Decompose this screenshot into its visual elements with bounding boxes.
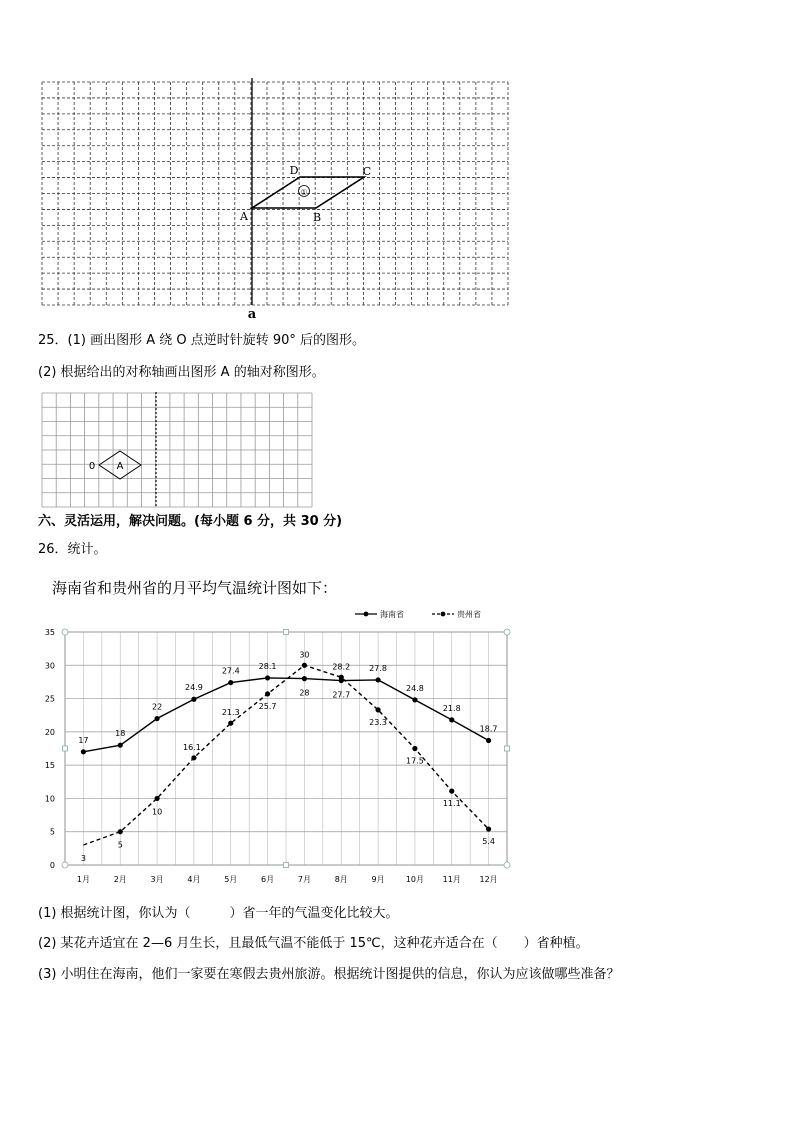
x-tick-label: 7月 — [297, 875, 311, 884]
chart-handle[interactable] — [504, 862, 510, 868]
question-25-part-2: (2) 根据给出的对称轴画出图形 A 的轴对称图形。 — [38, 365, 325, 380]
y-tick-label: 10 — [44, 794, 55, 804]
data-point — [191, 755, 196, 760]
data-label: 18.7 — [479, 724, 498, 734]
data-point — [154, 796, 159, 801]
x-tick-label: 5月 — [224, 875, 238, 884]
data-point — [375, 707, 380, 712]
data-label: 28.2 — [332, 662, 351, 672]
y-tick-label: 20 — [44, 727, 55, 737]
data-point — [228, 721, 233, 726]
y-tick-label: 5 — [49, 827, 55, 837]
data-point — [339, 675, 344, 680]
legend-marker — [441, 612, 446, 617]
x-tick-label: 11月 — [442, 875, 461, 884]
data-label: 17.5 — [406, 756, 424, 766]
axis-label-a: a — [247, 307, 257, 322]
x-tick-label: 10月 — [405, 875, 425, 884]
data-label: 28 — [299, 688, 310, 698]
data-point — [412, 697, 417, 702]
data-label: 27.8 — [369, 663, 387, 673]
data-point — [302, 676, 307, 681]
vertex-label-d: D — [289, 164, 299, 177]
temperature-line-chart — [0, 600, 794, 890]
legend-marker — [364, 612, 369, 617]
chart-handle[interactable] — [284, 863, 289, 868]
data-point — [265, 675, 270, 680]
data-label: 18 — [115, 729, 126, 739]
data-label: 16.1 — [183, 742, 201, 752]
data-point — [449, 717, 454, 722]
vertex-label-a: A — [240, 210, 248, 223]
data-label: 17 — [78, 735, 89, 745]
x-tick-label: 8月 — [334, 875, 348, 884]
data-point — [81, 749, 86, 754]
data-label: 22 — [151, 702, 163, 712]
data-point — [302, 663, 307, 668]
question-26-sub-2: (2) 某花卉适宜在 2—6 月生长，且最低气温不能低于 15℃，这种花卉适合在（ ）省种植。 — [38, 936, 589, 951]
data-label: 5.4 — [482, 837, 495, 847]
y-tick-label: 25 — [44, 694, 55, 704]
data-label: 21.8 — [442, 703, 461, 713]
data-point — [412, 746, 417, 751]
question-26-sub-1: (1) 根据统计图，你认为（ ）省一年的气温变化比较大。 — [38, 906, 399, 921]
data-label: 25.7 — [258, 701, 277, 711]
legend-label: 贵州省 — [457, 610, 481, 619]
chart-handle[interactable] — [504, 629, 510, 635]
data-point — [375, 677, 380, 682]
data-label: 23.3 — [369, 717, 387, 727]
question-25-part-1: 25．(1) 画出图形 A 绕 O 点逆时针旋转 90° 后的图形。 — [38, 333, 366, 348]
data-point — [486, 826, 491, 831]
vertex-label-c: C — [362, 165, 372, 178]
chart-handle[interactable] — [505, 746, 510, 751]
data-point — [265, 691, 270, 696]
y-tick-label: 0 — [49, 861, 55, 870]
chart-handle[interactable] — [63, 746, 68, 751]
chart-handle[interactable] — [62, 862, 68, 868]
vertex-label-b: B — [312, 211, 322, 224]
y-tick-label: 35 — [44, 628, 55, 637]
data-label: 27.4 — [221, 666, 240, 676]
data-label: 5 — [117, 840, 123, 850]
grid-figure-1 — [0, 0, 794, 330]
x-tick-label: 3月 — [150, 875, 164, 884]
y-tick-label: 30 — [44, 661, 55, 671]
chart-handle[interactable] — [284, 630, 289, 635]
data-label: 10 — [151, 807, 163, 817]
data-label: 3 — [80, 854, 86, 864]
x-tick-label: 2月 — [113, 875, 127, 884]
data-label: 30 — [299, 650, 310, 660]
data-label: 24.9 — [185, 683, 203, 693]
question-26-label: 26．统计。 — [38, 542, 107, 557]
question-26-sub-3: (3) 小明住在海南，他们一家要在寒假去贵州旅游。根据统计图提供的信息，你认为应该做哪些准备？ — [38, 967, 620, 982]
chart-handle[interactable] — [62, 629, 68, 635]
data-point — [118, 829, 123, 834]
square-grid — [42, 393, 312, 507]
x-tick-label: 9月 — [371, 875, 385, 884]
shape-marker-label: ① — [300, 188, 308, 197]
data-label: 11.1 — [442, 799, 461, 809]
data-point — [486, 738, 491, 743]
data-label: 27.7 — [332, 690, 351, 700]
data-point — [191, 697, 196, 702]
data-label: 28.1 — [258, 661, 277, 671]
data-point — [118, 743, 123, 748]
x-tick-label: 12月 — [479, 875, 498, 884]
x-tick-label: 4月 — [187, 875, 201, 884]
chart-intro: 海南省和贵州省的月平均气温统计图如下： — [52, 579, 338, 597]
point-label-o: 0 — [88, 461, 96, 472]
x-tick-label: 6月 — [261, 875, 275, 884]
data-point — [228, 680, 233, 685]
grid-figure-2 — [0, 385, 794, 515]
legend-label: 海南省 — [380, 610, 404, 619]
shape-label-a: A — [116, 461, 124, 472]
x-tick-label: 1月 — [76, 875, 90, 884]
data-label: 21.3 — [221, 708, 240, 718]
data-point — [154, 716, 159, 721]
y-tick-label: 15 — [44, 761, 55, 771]
data-label: 24.8 — [406, 683, 424, 693]
data-point — [449, 789, 454, 794]
section-6-title: 六、灵活运用，解决问题。(每小题 6 分，共 30 分) — [38, 514, 343, 529]
